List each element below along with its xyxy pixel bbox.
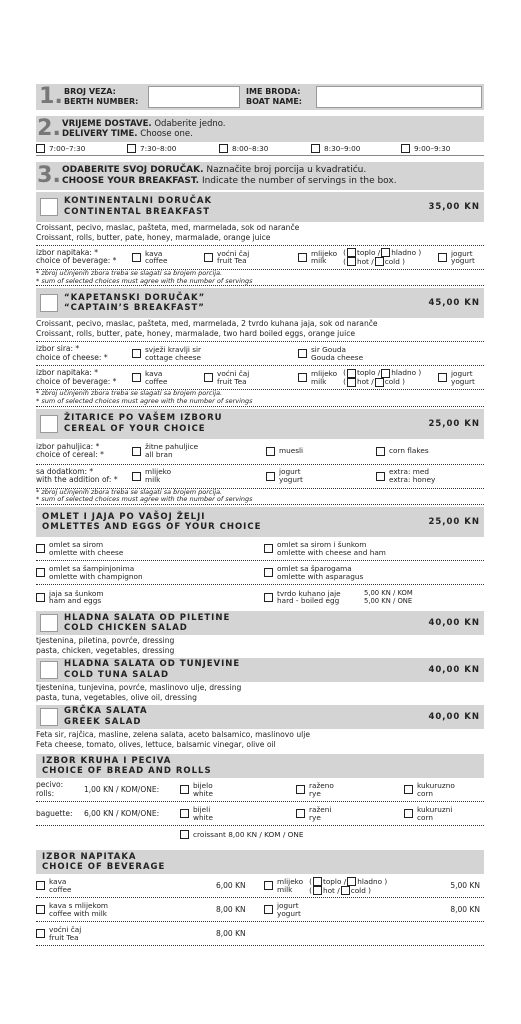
checkbox[interactable] bbox=[219, 144, 228, 153]
checkbox[interactable] bbox=[296, 785, 305, 794]
description: Croissant, pecivo, maslac, pašteta, med, marmelada, sok od naranče Croissant, rolls, butter, pate, honey, marmalade, orange juice bbox=[36, 222, 484, 246]
chicken-salad-header: HLADNA SALATA OD PILETINE COLD CHICKEN SALAD 40,00 KN bbox=[36, 611, 484, 635]
beverage-choice: izbor napitaka: * choice of beverage: * kava coffee voćni čaj fruit Tea mlijeko milk ( toplo / hladno ) ( hot / cold ) jogurt yogurt bbox=[36, 366, 484, 390]
checkbox[interactable] bbox=[266, 472, 275, 481]
checkbox[interactable] bbox=[204, 373, 213, 382]
servings-box[interactable] bbox=[40, 708, 58, 726]
price: 45,00 KN bbox=[428, 298, 480, 309]
checkbox[interactable] bbox=[36, 905, 45, 914]
servings-box[interactable] bbox=[40, 614, 58, 632]
description: Croissant, pecivo, maslac, pašteta, med, marmelada, 2 tvrdo kuhana jaja, sok od naranče Croissant, rolls, butter, pate, honey, marmalade, two hard boiled eggs, orange juice bbox=[36, 318, 484, 342]
servings-box[interactable] bbox=[40, 198, 58, 216]
captains-breakfast-header: “KAPETANSKI DORUČAK” “CAPTAIN’S BREAKFAST” 45,00 KN bbox=[36, 288, 484, 318]
section-2-delivery-time: 2. VRIJEME DOSTAVE. Odaberite jedno. DELIVERY TIME. Choose one. bbox=[36, 116, 484, 142]
price: 25,00 KN bbox=[428, 517, 480, 528]
checkbox[interactable] bbox=[296, 809, 305, 818]
checkbox[interactable] bbox=[36, 144, 45, 153]
checkbox[interactable] bbox=[298, 349, 307, 358]
checkbox[interactable] bbox=[180, 785, 189, 794]
checkbox[interactable] bbox=[311, 144, 320, 153]
croissant-row: croissant 8,00 KN / KOM / ONE bbox=[36, 826, 484, 842]
price: 40,00 KN bbox=[428, 664, 480, 675]
berth-number-field[interactable] bbox=[148, 86, 240, 108]
checkbox[interactable] bbox=[438, 373, 447, 382]
checkbox[interactable] bbox=[264, 568, 273, 577]
checkbox[interactable] bbox=[132, 253, 141, 262]
checkbox[interactable] bbox=[266, 447, 275, 456]
bread-header: IZBOR KRUHA I PECIVA CHOICE OF BREAD AND ROLLS bbox=[36, 754, 484, 778]
servings-box[interactable] bbox=[40, 415, 58, 433]
rolls-row: pecivo: rolls: 1,00 KN / KOM/ONE: bijelo white raženo rye kukuruzno corn bbox=[36, 778, 484, 802]
checkbox[interactable] bbox=[264, 881, 273, 890]
step-number: 1. bbox=[39, 84, 63, 109]
time-option[interactable]: 9:00–9:30 bbox=[401, 144, 450, 153]
description: tjestenina, tunjevina, povrće, maslinovo ulje, dressing pasta, tuna, vegetables, olive oil, dressing bbox=[36, 682, 242, 702]
note: * zbroj učinjenih zbora treba se slagati sa brojem porcija. * sum of selected choices must agree with the number of servings bbox=[36, 270, 484, 287]
baguette-row: baguette: 6,00 KN / KOM/ONE: bijeli white raženi rye kukuruzni corn bbox=[36, 802, 484, 826]
checkbox[interactable] bbox=[132, 447, 141, 456]
boat-name-field[interactable] bbox=[316, 86, 482, 108]
checkbox[interactable] bbox=[132, 472, 141, 481]
delivery-time-options bbox=[36, 142, 484, 156]
checkbox[interactable] bbox=[264, 905, 273, 914]
beverage-header: IZBOR NAPITAKA CHOICE OF BEVERAGE bbox=[36, 850, 484, 874]
description: Feta sir, rajčica, masline, zelena salata, aceto balsamico, maslinovo ulje Feta cheese, tomato, olives, lettuce, balsamic vinegar, olive oil bbox=[36, 729, 311, 749]
cheese-choice: izbor sira: * choice of cheese: * svježi kravlji sir cottage cheese sir Gouda Gouda cheese bbox=[36, 342, 484, 366]
price: 40,00 KN bbox=[428, 711, 480, 722]
checkbox[interactable] bbox=[36, 568, 45, 577]
price: 40,00 KN bbox=[428, 618, 480, 629]
checkbox[interactable] bbox=[36, 593, 45, 602]
time-option[interactable]: 7:30–8:00 bbox=[127, 144, 219, 153]
cereal-addition: sa dodatkom: * with the addition of: * mlijeko milk jogurt yogurt extra: med extra: honey bbox=[36, 465, 484, 489]
cereal-header: ŽITARICE PO VAŠEM IZBORU CEREAL OF YOUR CHOICE 25,00 KN bbox=[36, 409, 484, 439]
checkbox[interactable] bbox=[36, 544, 45, 553]
greek-salad-header: GRČKA SALATA GREEK SALAD 40,00 KN bbox=[36, 705, 484, 729]
price: 25,00 KN bbox=[428, 418, 480, 429]
checkbox[interactable] bbox=[204, 253, 213, 262]
checkbox[interactable] bbox=[36, 881, 45, 890]
checkbox[interactable] bbox=[264, 593, 273, 602]
checkbox[interactable] bbox=[132, 373, 141, 382]
checkbox[interactable] bbox=[438, 253, 447, 262]
checkbox[interactable] bbox=[36, 929, 45, 938]
section-1-berth: 1. BROJ VEZA: BERTH NUMBER: IME BRODA: BOAT NAME: bbox=[36, 84, 484, 110]
checkbox[interactable] bbox=[132, 349, 141, 358]
continental-breakfast-header: KONTINENTALNI DORUČAK CONTINENTAL BREAKFAST 35,00 KN bbox=[36, 192, 484, 222]
servings-box[interactable] bbox=[40, 294, 58, 312]
note: * zbroj učinjenih zbora treba se slagati sa brojem porcija. * sum of selected choices must agree with the number of servings bbox=[36, 489, 484, 506]
checkbox[interactable] bbox=[376, 472, 385, 481]
checkbox[interactable] bbox=[298, 253, 307, 262]
cereal-choice: izbor pahuljica: * choice of cereal: * žitne pahuljice all bran muesli corn flakes bbox=[36, 439, 484, 465]
checkbox[interactable] bbox=[376, 447, 385, 456]
time-option[interactable]: 7:00–7:30 bbox=[36, 144, 127, 153]
servings-box[interactable] bbox=[40, 661, 58, 679]
note: * zbroj učinjenih zbora treba se slagati sa brojem porcija. * sum of selected choices must agree with the number of servings bbox=[36, 390, 484, 407]
checkbox[interactable] bbox=[298, 373, 307, 382]
price: 35,00 KN bbox=[428, 202, 480, 212]
checkbox[interactable] bbox=[127, 144, 136, 153]
omelette-header: OMLET I JAJA PO VAŠOJ ŽELJI OMLETTES AND EGGS OF YOUR CHOICE 25,00 KN bbox=[36, 507, 484, 537]
checkbox[interactable] bbox=[180, 830, 189, 839]
section-3-breakfast: 3. ODABERITE SVOJ DORUČAK. Naznačite broj porcija u kvadratiću. CHOOSE YOUR BREAKFAST. Indicate the number of servings in the box. bbox=[36, 162, 484, 190]
beverage-choice: izbor napitaka: * choice of beverage: * kava coffee voćni čaj fruit Tea mlijeko milk ( toplo / hladno ) ( hot / cold ) jogurt yogurt bbox=[36, 246, 484, 270]
description: tjestenina, piletina, povrće, dressing pasta, chicken, vegetables, dressing bbox=[36, 636, 175, 656]
checkbox[interactable] bbox=[401, 144, 410, 153]
checkbox[interactable] bbox=[180, 809, 189, 818]
checkbox[interactable] bbox=[264, 544, 273, 553]
order-form: 1. BROJ VEZA: BERTH NUMBER: IME BRODA: BOAT NAME: 2. VRIJEME DOSTAVE. Odaberite jedno. DELIVERY TIME. Choose one. 7:00–7:30 7:30–8:00 8:00–8:30 8:30–9:00 9:00–9:30 3. ODABERITE SVOJ DORUČAK. Naznačite broj porcija u kvadratiću. CHOOSE YOUR BREAKFAST. Indicate the number of servings in the box. KONTINENTALNI DORUČAK CONTINENTAL BREAKFAST 35,00 KN Croissant, pecivo, maslac, pašteta, med, marmelada, sok od naranče Croissant, rolls, butter, pate, honey, marmalade, orange juice izbor napitaka: * choice of beverage: * kava coffee voćni čaj fruit Tea mlijeko milk ( toplo / hladno ) ( hot / cold ) jogurt yogurt * zbroj učinjenih zbora treba se slagati sa brojem porcija. * sum of selected choices must agree with the number of servings “KAPETANSKI DORUČAK” “CAPTAIN’S BREAKFAST” 45,00 KN Croissant, pecivo, maslac, pašteta, med, marmelada, 2 tvrdo kuhana jaja, sok od naranče Croissant, rolls, butter, pate, honey, marmalade, two hard boiled eggs, orange juice izbor sira: * choice of cheese: * svježi kravlji sir cottage cheese sir Gouda Gouda cheese izbor napitaka: * choice of beverage: * kava coffee voćni čaj fruit Tea mlijeko milk ( toplo / hladno ) ( hot / cold ) jogurt yogurt * zbroj učinjenih zbora treba se slagati sa brojem porcija. * sum of selected choices must agree with the number of servings ŽITARICE PO VAŠEM IZBORU CEREAL OF YOUR CHOICE 25,00 KN izbor pahuljica: * choice of cereal: * žitne pahuljice all bran muesli corn flakes sa dodatkom: * with the addition of: * mlijeko milk jogurt yogurt extra: med extra: honey * zbroj učinjenih zbora treba se slagati sa brojem porcija. * sum of selected choices must agree with the number of servings OMLET I JAJA PO VAŠOJ ŽELJI OMLETTES AND EGGS OF YOUR CHOICE 25,00 KN omlet sa sirom omlette with cheese omlet sa sirom i šunkom omlette with cheese and ham omlet sa šampinjonima omlette with champignon omlet sa šparogama omlette with asparagus jaja sa šunkom ham and eggs tvrdo kuhano jaje hard - boiled egg 5,00 KN / KOM 5,00 KN / ONE HLADNA SALATA OD PILETINE COLD CHICKEN SALAD 40,00 KN tjestenina, piletina, povrće, dressing pasta, chicken, vegetables, dressing HLADNA SALATA OD TUNJEVINE COLD TUNA SALAD 40,00 KN tjestenina, tunjevina, povrće, maslinovo ulje, dressing pasta, tuna, vegetables, olive oil, dressing GRČKA SALATA GREEK SALAD 40,00 KN Feta sir, rajčica, masline, zelena salata, aceto balsamico, maslinovo ulje Feta cheese, tomato, olives, lettuce, balsamic vinegar, olive oil IZBOR KRUHA I PECIVA CHOICE OF BREAD AND ROLLS pecivo: rolls: 1,00 KN / KOM/ONE: bijelo white raženo rye kukuruzno corn baguette: 6,00 KN / KOM/ONE: bijeli white raženi rye kukuruzni corn croissant 8,00 KN / KOM / ONE IZBOR NAPITAKA CHOICE OF BEVERAGE kava coffee 6,00 KN mlijeko milk ( toplo / hladno ) ( hot / cold ) 5,00 KN kava s mlijekom coffee with milk 8,00 KN jogurt yogurt 8,00 KN voćni čaj fruit Tea 8,00 KN bbox=[36, 84, 484, 946]
checkbox[interactable] bbox=[404, 785, 413, 794]
time-option[interactable]: 8:00–8:30 bbox=[219, 144, 311, 153]
tuna-salad-header: HLADNA SALATA OD TUNJEVINE COLD TUNA SALAD 40,00 KN bbox=[36, 658, 484, 682]
checkbox[interactable] bbox=[404, 809, 413, 818]
time-option[interactable]: 8:30–9:00 bbox=[311, 144, 401, 153]
